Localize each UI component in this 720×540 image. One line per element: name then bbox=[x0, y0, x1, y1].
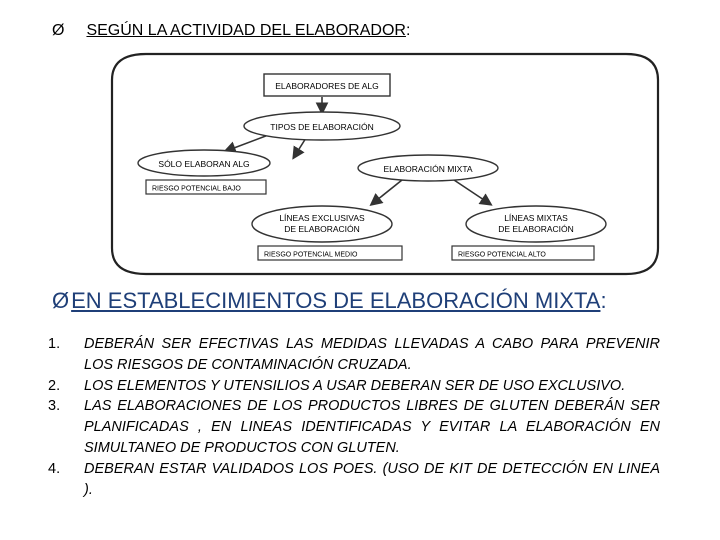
section-heading-activity bbox=[52, 22, 410, 40]
arrow-bullet-icon: Ø bbox=[52, 22, 65, 39]
node-mixed-label: ELABORACIÓN MIXTA bbox=[383, 164, 473, 174]
list-item-number: 3. bbox=[48, 398, 61, 415]
list-item-text: DEBERAN ESTAR VALIDADOS LOS POES. (USO DE KIT DE DETECCIÓN EN LINEA ). bbox=[84, 460, 660, 498]
node-risk-low-label: RIESGO POTENCIAL BAJO bbox=[152, 185, 241, 193]
node-risk-medium-label: RIESGO POTENCIAL MEDIO bbox=[264, 251, 358, 259]
node-only-label: SÓLO ELABORAN ALG bbox=[158, 159, 250, 169]
list-item-text: LOS ELEMENTOS Y UTENSILIOS A USAR DEBERAN SER DE USO EXCLUSIVO. bbox=[84, 377, 626, 394]
connector-types-mixed bbox=[294, 138, 306, 157]
list-item bbox=[48, 459, 660, 501]
list-item-text: LAS ELABORACIONES DE LOS PRODUCTOS LIBRES DE GLUTEN DEBERÁN SER PLANIFICADAS , EN LINEAS IDENTIFICADAS Y EVITAR LA ELABORACIÓN EN SIMULTANEO DE PRODUCTOS CON GLUTEN. bbox=[84, 398, 660, 456]
list-item bbox=[48, 334, 660, 376]
diagram-svg bbox=[106, 50, 666, 278]
heading-mixed-colon: : bbox=[600, 288, 607, 313]
requirements-list bbox=[48, 334, 660, 500]
node-risk-high-label: RIESGO POTENCIAL ALTO bbox=[458, 251, 546, 259]
heading-activity-colon: : bbox=[405, 22, 411, 39]
connector-mixed-exclusive bbox=[372, 180, 402, 204]
list-item-text: DEBERÁN SER EFECTIVAS LAS MEDIDAS LLEVADAS A CABO PARA PREVENIR LOS RIESGOS DE CONTAMINACIÓN CRUZADA. bbox=[84, 336, 660, 373]
section-heading-mixed bbox=[52, 288, 607, 314]
list-item bbox=[48, 396, 660, 458]
connector-types-only bbox=[226, 134, 271, 151]
heading-mixed-text: EN ESTABLECIMIENTOS DE ELABORACIÓN MIXTA bbox=[71, 288, 601, 313]
arrow-bullet-icon: Ø bbox=[52, 288, 70, 313]
node-mixed-lines-label-1: LÍNEAS MIXTAS bbox=[504, 213, 568, 223]
node-exclusive-label-2: DE ELABORACIÓN bbox=[284, 224, 360, 234]
elaboration-diagram bbox=[106, 50, 666, 278]
list-item-number: 4. bbox=[48, 460, 61, 477]
connector-mixed-lines bbox=[454, 180, 490, 204]
node-mixed-lines-label-2: DE ELABORACIÓN bbox=[498, 224, 574, 234]
list-item-number: 1. bbox=[48, 336, 61, 352]
list-item bbox=[48, 376, 660, 397]
list-item-number: 2. bbox=[48, 377, 61, 394]
heading-activity-text: SEGÚN LA ACTIVIDAD DEL ELABORADOR bbox=[86, 22, 406, 39]
node-exclusive-label-1: LÍNEAS EXCLUSIVAS bbox=[279, 213, 365, 223]
node-top-label: ELABORADORES DE ALG bbox=[275, 81, 379, 91]
node-types-label: TIPOS DE ELABORACIÓN bbox=[270, 122, 374, 132]
